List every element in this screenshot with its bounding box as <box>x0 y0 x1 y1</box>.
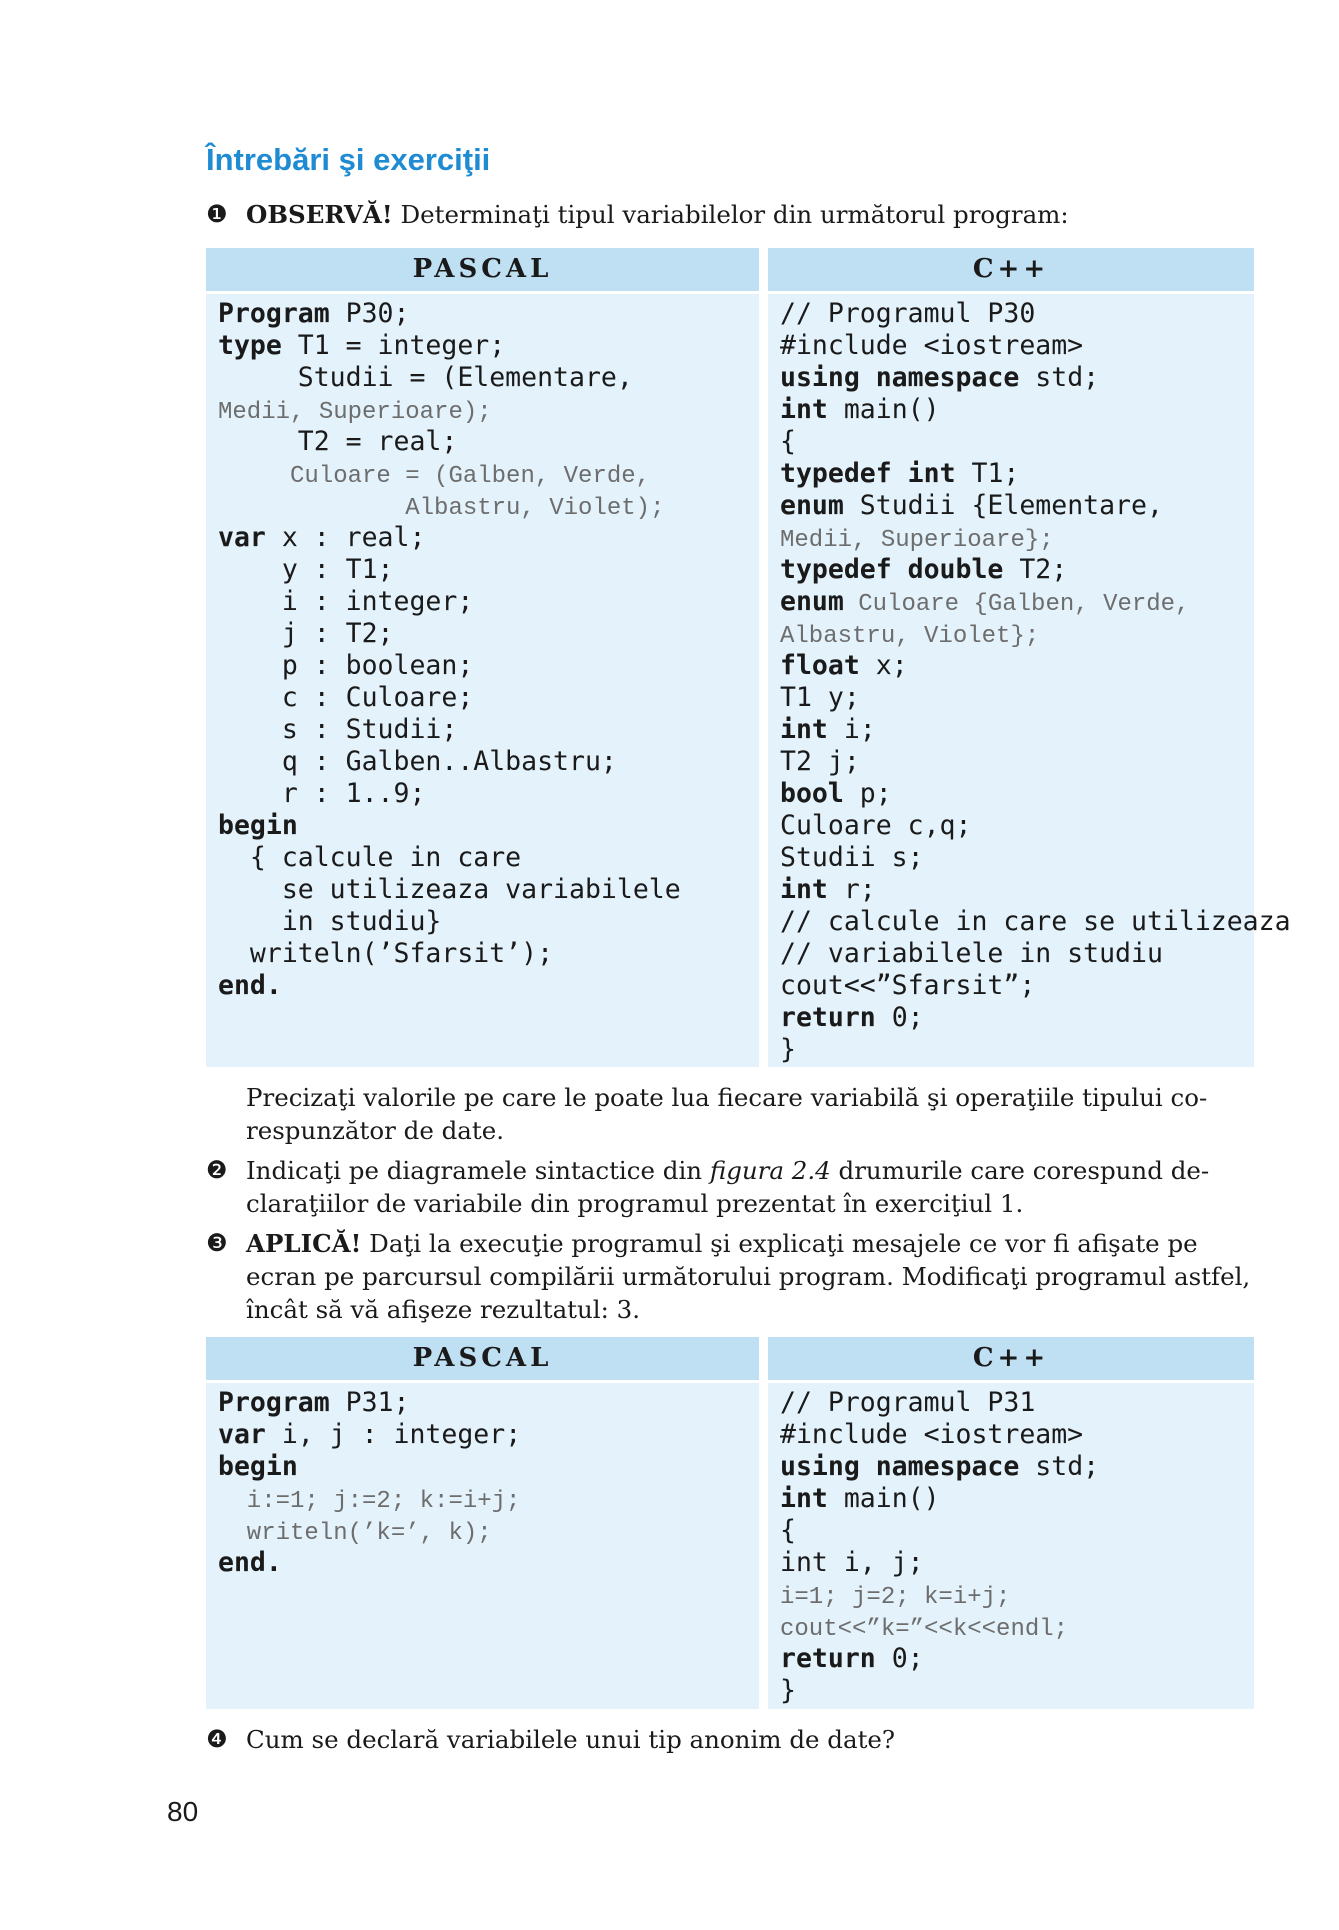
code-text: Culoare c,q; <box>780 810 972 841</box>
code-text: i=1; j=2; k=i+j; <box>780 1584 1011 1611</box>
code-line <box>780 1547 1099 1579</box>
pascal-code-p30 <box>218 298 681 1002</box>
paragraph-line-2: respunzător de date. <box>246 1116 505 1145</box>
code-line <box>218 394 681 426</box>
code-text: j : T2; <box>218 618 394 649</box>
code-text: Medii, Superioare}; <box>780 527 1054 554</box>
code-line <box>218 458 681 490</box>
code-keyword: var <box>218 1419 266 1450</box>
code-keyword: begin <box>218 1451 298 1482</box>
code-text: T2 = real; <box>218 426 458 457</box>
exercise-3-line-3: încât să vă afişeze rezultatul: 3. <box>246 1295 641 1324</box>
code-line <box>780 1419 1099 1451</box>
code-text: i, j : integer; <box>265 1419 522 1450</box>
code-text: s : Studii; <box>218 714 458 745</box>
code-text: r; <box>827 874 876 905</box>
code-line <box>218 746 681 778</box>
code-line <box>780 682 1291 714</box>
code-line <box>218 490 681 522</box>
exercise-1-label: OBSERVĂ! <box>246 200 393 229</box>
code-line <box>218 650 681 682</box>
code-line <box>218 298 681 330</box>
code-line <box>218 714 681 746</box>
code-text: { <box>780 1515 796 1546</box>
code-line <box>218 1547 521 1579</box>
code-keyword: return <box>780 1002 876 1033</box>
code-text: Albastru, Violet}; <box>780 623 1040 650</box>
code-line <box>780 586 1291 618</box>
paragraph-line-1: Precizaţi valorile pe care le poate lua fiecare variabilă şi operaţiile tipului co- <box>246 1083 1208 1112</box>
code-line <box>780 1002 1291 1034</box>
exercise-3-line-1 <box>246 1227 1198 1260</box>
code-text: T1 = integer; <box>281 330 506 361</box>
code-line <box>218 554 681 586</box>
code-keyword: float <box>780 650 860 681</box>
code-line <box>218 618 681 650</box>
code-text: T2; <box>1003 554 1068 585</box>
code-keyword: int <box>780 714 828 745</box>
code-keyword: var <box>218 522 266 553</box>
code-line <box>218 1387 521 1419</box>
code-text: cout<<”Sfarsit”; <box>780 970 1036 1001</box>
code-line <box>218 682 681 714</box>
code-keyword: using namespace <box>780 362 1020 393</box>
code-text: writeln(’Sfarsit’); <box>218 938 554 969</box>
code-text: q : Galben..Albastru; <box>218 746 617 777</box>
code-keyword: enum <box>780 490 844 521</box>
pascal-code-p31 <box>218 1387 521 1579</box>
code-keyword: typedef double <box>780 554 1004 585</box>
code-text: 0; <box>875 1643 924 1674</box>
pascal-header: PASCAL <box>206 248 759 291</box>
code-line <box>780 458 1291 490</box>
pascal-code-cell <box>206 294 759 1067</box>
cpp-header: C++ <box>768 1337 1254 1380</box>
exercise-3-number: ❸ <box>206 1229 228 1257</box>
exercise-4-text: Cum se declară variabilele unui tip anonim de date? <box>246 1725 896 1754</box>
code-line <box>218 1483 521 1515</box>
exercise-2-line-2: claraţiilor de variabile din programul prezentat în exerciţiul 1. <box>246 1189 1024 1218</box>
exercise-2-text-b: drumurile care corespund de- <box>830 1156 1210 1185</box>
code-text <box>892 458 908 489</box>
code-line <box>780 490 1291 522</box>
code-text: } <box>780 1034 796 1065</box>
code-line <box>218 970 681 1002</box>
code-line <box>218 778 681 810</box>
code-text: in studiu} <box>218 906 442 937</box>
code-line <box>780 1387 1099 1419</box>
code-text: } <box>780 1675 796 1706</box>
code-text: T2 j; <box>780 746 860 777</box>
code-text: { <box>780 426 796 457</box>
exercise-1-question: Determinaţi tipul variabilelor din următorul program: <box>392 200 1069 229</box>
figure-reference: figura 2.4 <box>709 1156 831 1185</box>
code-line <box>780 1483 1099 1515</box>
exercise-1-text <box>246 198 1069 231</box>
code-line <box>780 618 1291 650</box>
exercise-3-text: Daţi la execuţie programul şi explicaţi mesajele ce vor fi afişate pe <box>361 1229 1198 1258</box>
code-line <box>780 298 1291 330</box>
code-line <box>780 522 1291 554</box>
code-line <box>780 650 1291 682</box>
code-text: x; <box>859 650 908 681</box>
code-text: r : 1..9; <box>218 778 426 809</box>
code-keyword: int <box>780 874 828 905</box>
code-text: y : T1; <box>218 554 394 585</box>
exercise-3-line-2: ecran pe parcursul compilării următorului program. Modificaţi programul astfel, <box>246 1262 1251 1291</box>
code-line <box>780 1515 1099 1547</box>
code-text: Albastru, Violet); <box>218 495 665 522</box>
code-line <box>780 554 1291 586</box>
code-keyword: int <box>780 1483 828 1514</box>
code-line <box>780 1611 1099 1643</box>
exercise-4-number: ❹ <box>206 1725 228 1753</box>
code-line <box>218 1515 521 1547</box>
code-keyword: typedef <box>780 458 892 489</box>
code-line <box>780 746 1291 778</box>
code-text: int i, j; <box>780 1547 924 1578</box>
code-text: se utilizeaza variabilele <box>218 874 681 905</box>
code-text: // variabilele in studiu <box>780 938 1163 969</box>
code-text: #include <iostream> <box>780 330 1084 361</box>
code-keyword: begin <box>218 810 298 841</box>
section-heading: Întrebări şi exerciţii <box>206 142 491 177</box>
code-line <box>780 1643 1099 1675</box>
code-line <box>780 810 1291 842</box>
code-keyword: return <box>780 1643 876 1674</box>
cpp-header: C++ <box>768 248 1254 291</box>
code-text: { calcule in care <box>218 842 522 873</box>
code-line <box>218 362 681 394</box>
code-text: i:=1; j:=2; k:=i+j; <box>218 1488 521 1515</box>
pascal-code-cell <box>206 1383 759 1709</box>
code-text: std; <box>1019 362 1100 393</box>
code-keyword: type <box>218 330 282 361</box>
code-line <box>218 842 681 874</box>
code-text: x : real; <box>265 522 426 553</box>
code-text: Medii, Superioare); <box>218 399 492 426</box>
code-line <box>780 714 1291 746</box>
code-text: Studii {Elementare, <box>843 490 1163 521</box>
code-text: main() <box>827 1483 940 1514</box>
cpp-code-p30 <box>780 298 1291 1066</box>
code-keyword: int <box>780 394 828 425</box>
code-line <box>780 874 1291 906</box>
code-line <box>780 938 1291 970</box>
code-line <box>780 362 1291 394</box>
pascal-header: PASCAL <box>206 1337 759 1380</box>
code-text: T1; <box>955 458 1020 489</box>
cpp-code-cell <box>768 1383 1254 1709</box>
code-line <box>780 330 1291 362</box>
code-line <box>780 1451 1099 1483</box>
code-text: Culoare = (Galben, Verde, <box>218 463 651 490</box>
code-line <box>780 1675 1099 1707</box>
code-line <box>780 842 1291 874</box>
code-keyword: Program <box>218 1387 330 1418</box>
code-line <box>218 810 681 842</box>
code-text: i : integer; <box>218 586 474 617</box>
code-line <box>218 874 681 906</box>
code-text: p; <box>843 778 892 809</box>
code-text: // Programul P30 <box>780 298 1036 329</box>
code-line <box>218 1451 521 1483</box>
code-text: T1 y; <box>780 682 860 713</box>
exercise-3-label: APLICĂ! <box>246 1229 362 1258</box>
code-line <box>780 1034 1291 1066</box>
code-line <box>218 906 681 938</box>
code-line <box>218 426 681 458</box>
code-text: std; <box>1019 1451 1100 1482</box>
code-text: main() <box>827 394 940 425</box>
code-text: 0; <box>875 1002 924 1033</box>
code-text: P31; <box>329 1387 410 1418</box>
code-line <box>780 1579 1099 1611</box>
code-text: P30; <box>329 298 410 329</box>
code-text: Studii = (Elementare, <box>218 362 633 393</box>
code-text: cout<<”k=”<<k<<endl; <box>780 1616 1069 1643</box>
code-text: writeln(’k=’, k); <box>218 1520 492 1547</box>
code-text: // Programul P31 <box>780 1387 1036 1418</box>
code-text: p : boolean; <box>218 650 474 681</box>
cpp-code-cell <box>768 294 1291 1067</box>
code-line <box>780 394 1291 426</box>
code-text: c : Culoare; <box>218 682 474 713</box>
code-keyword: end. <box>218 970 282 1001</box>
code-line <box>780 970 1291 1002</box>
code-line <box>780 778 1291 810</box>
code-line <box>218 938 681 970</box>
code-text: i; <box>827 714 876 745</box>
exercise-2-text-a: Indicaţi pe diagramele sintactice din <box>246 1156 710 1185</box>
code-text: Studii s; <box>780 842 924 873</box>
cpp-code-p31 <box>780 1387 1099 1707</box>
code-line <box>218 522 681 554</box>
exercise-1-number: ❶ <box>206 200 228 228</box>
code-line <box>780 426 1291 458</box>
code-text: Culoare {Galben, Verde, <box>843 591 1190 618</box>
code-line <box>780 906 1291 938</box>
code-keyword: using namespace <box>780 1451 1020 1482</box>
exercise-2-line-1 <box>246 1154 1209 1187</box>
code-keyword: end. <box>218 1547 282 1578</box>
code-text: #include <iostream> <box>780 1419 1084 1450</box>
code-keyword: enum <box>780 586 844 617</box>
code-line <box>218 1419 521 1451</box>
code-line <box>218 586 681 618</box>
code-keyword: Program <box>218 298 330 329</box>
code-keyword: bool <box>780 778 844 809</box>
code-line <box>218 330 681 362</box>
code-keyword: int <box>907 458 956 489</box>
page-number: 80 <box>167 1796 199 1827</box>
code-text: // calcule in care se utilizeaza <box>780 906 1291 937</box>
exercise-2-number: ❷ <box>206 1156 228 1184</box>
